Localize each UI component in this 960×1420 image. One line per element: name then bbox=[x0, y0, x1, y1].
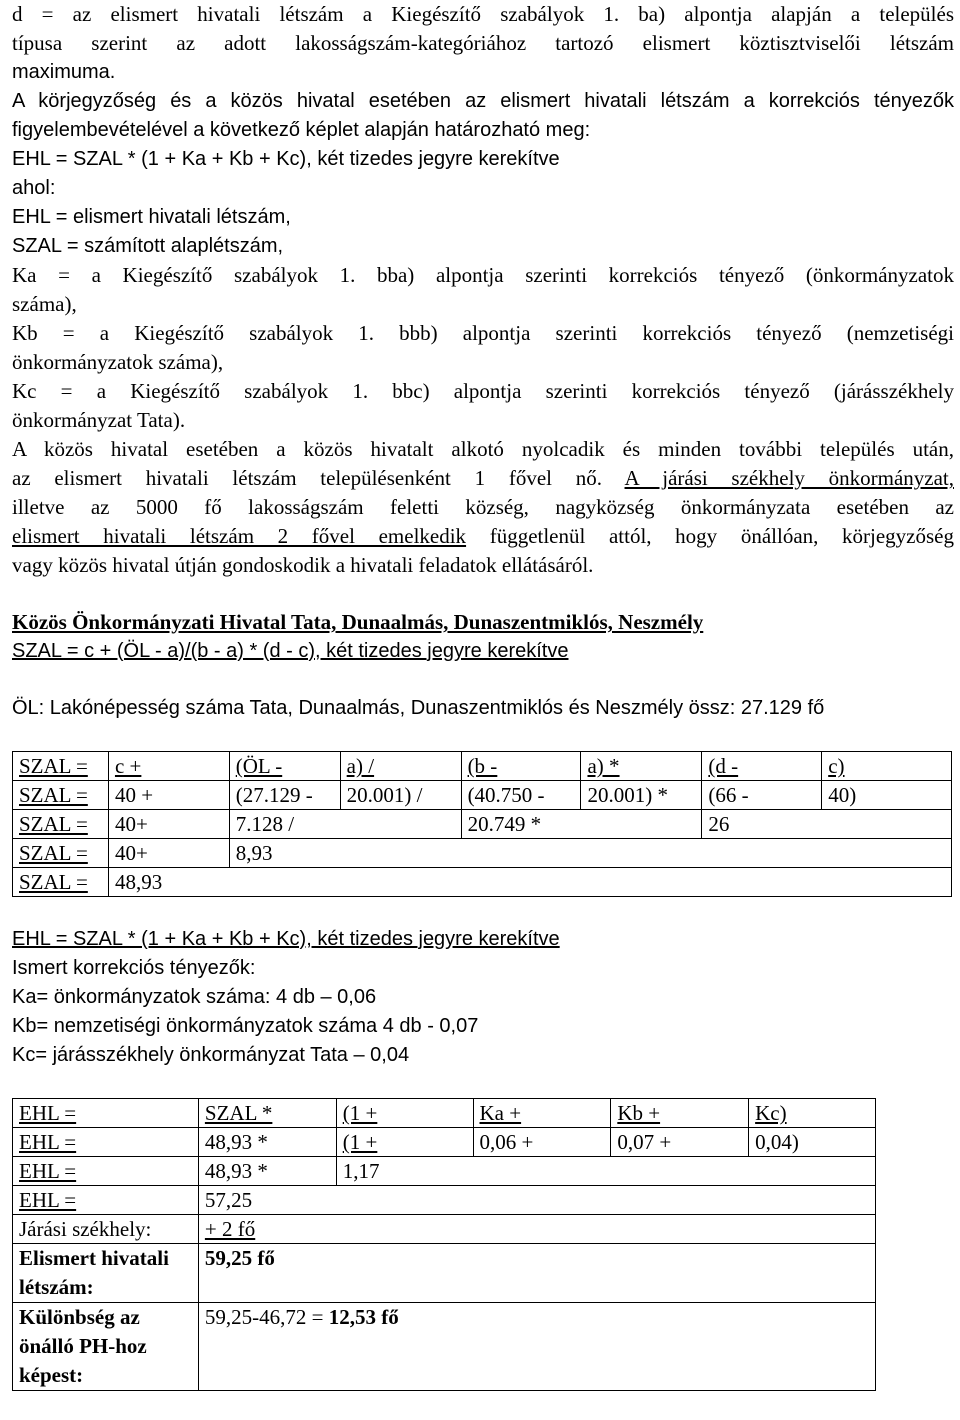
ehl-formula: EHL = SZAL * (1 + Ka + Kb + Kc), két tizedes jegyre kerekítve bbox=[12, 928, 560, 950]
table-row bbox=[13, 1303, 876, 1391]
table-row bbox=[13, 868, 952, 897]
szal-cell: SZAL = bbox=[13, 781, 109, 810]
table-row bbox=[13, 1099, 876, 1128]
szal-cell: 40+ bbox=[108, 839, 229, 868]
szal-cell: c + bbox=[108, 752, 229, 781]
ehl-cell: Ka + bbox=[473, 1099, 611, 1128]
table-row bbox=[13, 1244, 876, 1303]
table-row bbox=[13, 839, 952, 868]
ehl-cell: 48,93 * bbox=[198, 1128, 336, 1157]
szal-cell: c) bbox=[822, 752, 952, 781]
szal-cell: 40 + bbox=[108, 781, 229, 810]
szal-cell: (27.129 - bbox=[229, 781, 340, 810]
szal-cell: a) * bbox=[581, 752, 702, 781]
szal-cell: (40.750 - bbox=[461, 781, 581, 810]
def-ka-line1: Ka = a Kiegészítő szabályok 1. bba) alpontja szerinti korrekciós tényező (önkormányzatok bbox=[12, 263, 954, 287]
szal-cell: 20.749 * bbox=[461, 810, 702, 839]
szal-cell: 7.128 / bbox=[229, 810, 461, 839]
intro-p3-line4-a: elismert hivatali létszám 2 fővel emelkedik bbox=[12, 524, 467, 548]
ehl-kb: Kb= nemzetiségi önkormányzatok száma 4 db - 0,07 bbox=[12, 1015, 479, 1037]
ehl-cell: 0,07 + bbox=[611, 1128, 749, 1157]
intro-p3-line1: A közös hivatal esetében a közös hivatalt alkotó nyolcadik és minden további település után, bbox=[12, 437, 954, 461]
szal-cell: SZAL = bbox=[13, 868, 109, 897]
intro-p3-line5: vagy közös hivatal útján gondoskodik a hivatali feladatok ellátásáról. bbox=[12, 553, 594, 577]
szal-cell: SZAL = bbox=[13, 839, 109, 868]
ehl-diff-result: 12,53 fő bbox=[328, 1305, 399, 1329]
szal-cell: SZAL = bbox=[13, 752, 109, 781]
table-row bbox=[13, 1186, 876, 1215]
ehl-ka: Ka= önkormányzatok száma: 4 db – 0,06 bbox=[12, 986, 377, 1008]
intro-p3-line4-b: függetlenül attól, hogy önállóan, körjegyzőség bbox=[489, 524, 954, 548]
ehl-cell: + 2 fő bbox=[198, 1215, 875, 1244]
intro-p1-line1: d = az elismert hivatali létszám a Kiegészítő szabályok 1. ba) alpontja alapján a település bbox=[12, 2, 954, 26]
table-row bbox=[13, 752, 952, 781]
ehl-known: Ismert korrekciós tényezők: bbox=[12, 957, 256, 979]
intro-ahol: ahol: bbox=[12, 177, 56, 199]
szal-table bbox=[12, 751, 952, 897]
ehl-diff-expr: 59,25-46,72 = bbox=[204, 1305, 324, 1329]
ehl-cell: 59,25 fő bbox=[198, 1244, 875, 1303]
ehl-cell: EHL = bbox=[13, 1099, 199, 1128]
intro-p2-line2: figyelembevételével a következő képlet alapján határozható meg: bbox=[12, 119, 591, 141]
table-row bbox=[13, 1157, 876, 1186]
def-kb-line2: önkormányzatok száma), bbox=[12, 350, 224, 374]
szal-cell: 8,93 bbox=[229, 839, 951, 868]
szal-cell: SZAL = bbox=[13, 810, 109, 839]
table-row bbox=[13, 781, 952, 810]
szal-cell: 26 bbox=[702, 810, 952, 839]
szal-cell: 40+ bbox=[108, 810, 229, 839]
def-szal: SZAL = számított alaplétszám, bbox=[12, 235, 284, 257]
intro-p3-line4 bbox=[12, 522, 954, 551]
szal-cell: 40) bbox=[822, 781, 952, 810]
table-row bbox=[13, 810, 952, 839]
ehl-cell: 57,25 bbox=[198, 1186, 875, 1215]
intro-p1-line3: maximuma. bbox=[12, 61, 116, 83]
def-kc-line2: önkormányzat Tata). bbox=[12, 408, 186, 432]
intro-p1-line2: típusa szerint az adott lakosságszám-kategóriához tartozó elismert köztisztviselői létszám bbox=[12, 31, 954, 55]
szal-formula: SZAL = c + (ÖL - a)/(b - a) * (d - c), két tizedes jegyre kerekítve bbox=[12, 640, 569, 662]
szal-cell: (ÖL - bbox=[229, 752, 340, 781]
szal-cell: (d - bbox=[702, 752, 822, 781]
ehl-table bbox=[12, 1098, 876, 1391]
szal-cell: a) / bbox=[340, 752, 461, 781]
ehl-cell: 0,04) bbox=[749, 1128, 876, 1157]
intro-p3-line2-b: A járási székhely önkormányzat, bbox=[624, 466, 954, 490]
ehl-cell: SZAL * bbox=[198, 1099, 336, 1128]
ehl-cell: Kc) bbox=[749, 1099, 876, 1128]
szal-cell: (b - bbox=[461, 752, 581, 781]
ehl-cell: 1,17 bbox=[336, 1157, 875, 1186]
intro-formula: EHL = SZAL * (1 + Ka + Kb + Kc), két tizedes jegyre kerekítve bbox=[12, 148, 560, 170]
ehl-cell: Különbség az önálló PH-hoz képest: bbox=[13, 1303, 199, 1391]
ehl-cell bbox=[198, 1303, 875, 1391]
szal-cell: 20.001) / bbox=[340, 781, 461, 810]
section-title: Közös Önkormányzati Hivatal Tata, Dunaalmás, Dunaszentmiklós, Neszmély bbox=[12, 610, 704, 634]
ehl-cell: 0,06 + bbox=[473, 1128, 611, 1157]
ehl-cell: EHL = bbox=[13, 1186, 199, 1215]
ehl-cell: (1 + bbox=[336, 1128, 473, 1157]
ehl-cell: Járási székhely: bbox=[13, 1215, 199, 1244]
def-ka-line2: száma), bbox=[12, 292, 77, 316]
intro-p2-line1: A körjegyzőség és a közös hivatal esetében az elismert hivatali létszám a korrekciós tényezők bbox=[12, 90, 954, 112]
ol-line: ÖL: Lakónépesség száma Tata, Dunaalmás, Dunaszentmiklós és Neszmély össz: 27.129 fő bbox=[12, 697, 825, 719]
intro-p3-line2 bbox=[12, 464, 954, 493]
intro-p3-line2-a: az elismert hivatali létszám településenként 1 fővel nő. bbox=[12, 466, 602, 490]
ehl-cell: EHL = bbox=[13, 1157, 199, 1186]
table-row bbox=[13, 1215, 876, 1244]
intro-p3-line3: illetve az 5000 fő lakosságszám feletti község, nagyközség önkormányzata esetében az bbox=[12, 495, 954, 519]
def-ehl: EHL = elismert hivatali létszám, bbox=[12, 206, 291, 228]
ehl-cell: Elismert hivatali létszám: bbox=[13, 1244, 199, 1303]
szal-cell: 48,93 bbox=[108, 868, 951, 897]
def-kc-line1: Kc = a Kiegészítő szabályok 1. bbc) alpontja szerinti korrekciós tényező (járásszékhely bbox=[12, 379, 954, 403]
szal-cell: (66 - bbox=[702, 781, 822, 810]
def-kb-line1: Kb = a Kiegészítő szabályok 1. bbb) alpontja szerinti korrekciós tényező (nemzetiségi bbox=[12, 321, 954, 345]
ehl-cell: Kb + bbox=[611, 1099, 749, 1128]
ehl-cell: (1 + bbox=[336, 1099, 473, 1128]
ehl-cell: EHL = bbox=[13, 1128, 199, 1157]
szal-cell: 20.001) * bbox=[581, 781, 702, 810]
ehl-cell: 48,93 * bbox=[198, 1157, 336, 1186]
ehl-kc: Kc= járásszékhely önkormányzat Tata – 0,04 bbox=[12, 1044, 410, 1066]
table-row bbox=[13, 1128, 876, 1157]
